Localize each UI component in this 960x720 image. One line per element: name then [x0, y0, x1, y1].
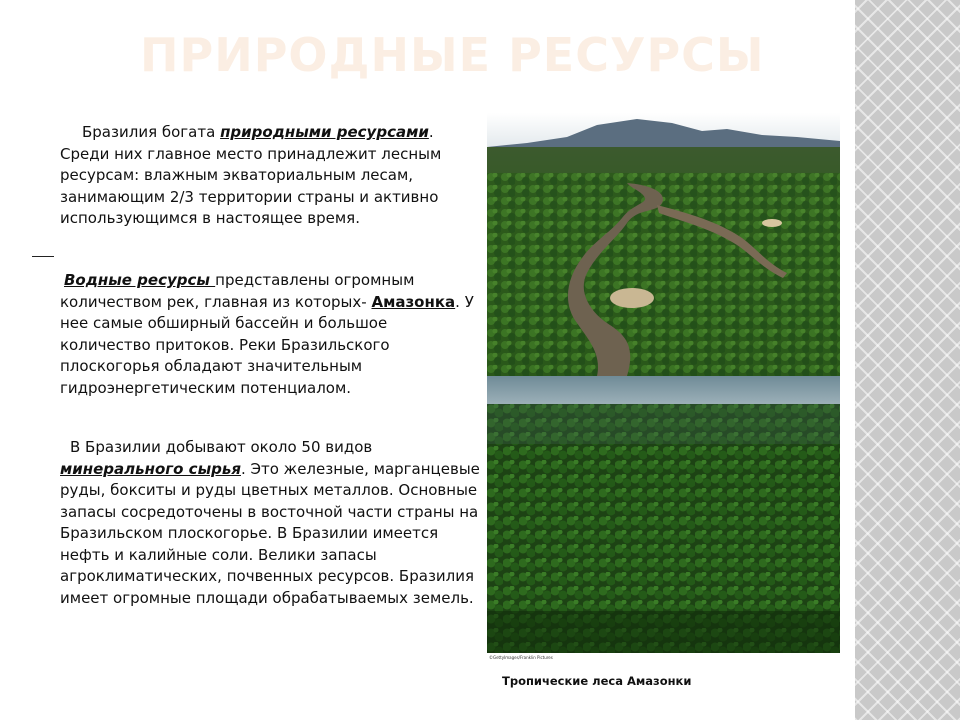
- p1-lead: Бразилия богата: [82, 123, 221, 141]
- paragraph-mineral-resources: [60, 437, 480, 609]
- link-amazon[interactable]: Амазонка: [371, 292, 456, 311]
- bullet-dash: [32, 256, 54, 257]
- amazon-river-photo: [487, 113, 840, 376]
- photo-credit: ©GettyImages/Franklin Pictures: [489, 655, 553, 660]
- link-water-resources[interactable]: Водные ресурсы: [64, 271, 216, 289]
- image-caption: Тропические леса Амазонки: [502, 674, 692, 688]
- p3-rest: . Это железные, марганцевые руды, бокситы и руды цветных металлов. Основные запасы сосредоточены в восточной части страны на Бразильском плоскогорье. В Бразилии имеется нефть и калийные соли. Велики запасы агроклиматических, почвенных ресурсов. Бразилия имеет огромные площади обрабатываемых земель.: [60, 459, 480, 607]
- paragraph-water-resources: [60, 270, 480, 399]
- link-natural-resources[interactable]: природными ресурсами: [220, 123, 429, 141]
- rainforest-photo: [487, 376, 840, 653]
- p1-rest: . Среди них главное место принадлежит лесным ресурсам: влажным экваториальным лесам, занимающим 2/3 территории страны и активно использующимся в настоящее время.: [60, 123, 442, 227]
- p2-mid: представлены огромным количеством рек, главная из которых-: [60, 271, 415, 311]
- paragraph-forest-resources: [60, 122, 480, 230]
- p2-rest: . У нее самые обширный бассейн и большое количество притоков. Реки Бразильского плоскогорья обладают значительным гидроэнергетическим потенциалом.: [60, 292, 474, 397]
- p3-lead: В Бразилии добывают около 50 видов: [70, 438, 373, 456]
- link-mineral-resources[interactable]: минерального сырья: [60, 459, 241, 478]
- slide-title: ПРИРОДНЫЕ РЕСУРСЫ: [140, 28, 765, 82]
- decorative-side-pattern: [855, 0, 960, 720]
